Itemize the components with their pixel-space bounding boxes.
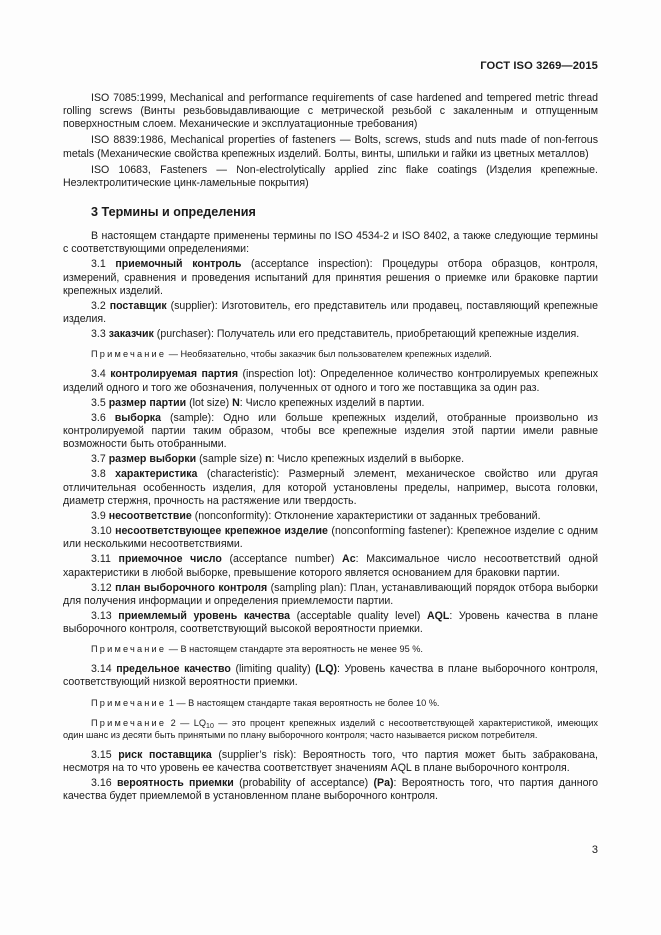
term-definition-tail: : Число крепежных изделий в выборке. bbox=[271, 453, 465, 466]
term-3-12 bbox=[63, 582, 598, 608]
term-number: 3.8 bbox=[91, 468, 106, 481]
term-symbol: Ac bbox=[342, 553, 356, 566]
reference-iso-10683: ISO 10683, Fasteners — Non-electrolytically applied zinc flake coatings (Изделия крепежные. Неэлектролитические цинк-ламельные покрытия) bbox=[63, 163, 598, 189]
term-3-11 bbox=[63, 553, 598, 579]
note-text: — В настоящем стандарте эта вероятность не менее 95 %. bbox=[166, 644, 423, 655]
term-definition: (characteristic): Размерный элемент, механическое свойство или другая отличительная особенность изделия, для которой установлены пределы, например, высота головки, диаметр стержня, прочность на растяжение или твердость. bbox=[63, 468, 599, 507]
page-number: 3 bbox=[591, 844, 598, 856]
term-number: 3.7 bbox=[91, 453, 106, 466]
term-number: 3.3 bbox=[91, 328, 106, 341]
term-symbol: (Pa) bbox=[373, 776, 394, 789]
term-name: риск поставщика bbox=[118, 748, 212, 761]
term-name: размер выборки bbox=[108, 453, 197, 466]
term-3-14 bbox=[63, 663, 598, 689]
reference-iso-8839: ISO 8839:1986, Mechanical properties of fasteners — Bolts, screws, studs and nuts made of non-ferrous metals (Механические свойства крепежных изделий. Болты, винты, шпильки и гайки из цветных металлов) bbox=[63, 134, 598, 160]
term-number: 3.14 bbox=[91, 663, 112, 676]
term-number: 3.2 bbox=[91, 299, 106, 312]
term-name: размер партии bbox=[108, 396, 187, 409]
term-3-7 bbox=[63, 453, 598, 466]
term-definition: (limiting quality) bbox=[230, 663, 316, 676]
term-number: 3.5 bbox=[91, 396, 106, 409]
term-name: характеристика bbox=[115, 468, 198, 481]
term-name: предельное качество bbox=[116, 663, 231, 676]
note-3-14-2 bbox=[63, 717, 598, 741]
term-definition: (supplier): Изготовитель, его представитель или продавец, поставляющий крепежные изделия. bbox=[63, 299, 598, 326]
term-definition: (acceptance inspection): Процедуры отбора образцов, контроля, измерений, сравнения и проведения испытаний для принятия решения о приемке или браковке партии крепежных изделий. bbox=[63, 258, 598, 297]
term-definition-tail: : Уровень качества в плане выборочного контроля, соответствующий высокой вероятности приемки. bbox=[63, 610, 598, 636]
term-number: 3.6 bbox=[91, 411, 106, 424]
term-number: 3.4 bbox=[91, 368, 106, 381]
note-label: Примечание bbox=[91, 644, 167, 655]
term-3-4 bbox=[63, 368, 598, 394]
note-subscript: 10 bbox=[206, 722, 214, 730]
term-number: 3.10 bbox=[91, 525, 112, 538]
section-intro: В настоящем стандарте применены термины по ISO 4534-2 и ISO 8402, а также следующие термины с соответствующими определениями: bbox=[63, 230, 598, 256]
note-text: — Необязательно, чтобы заказчик был пользователем крепежных изделий. bbox=[166, 349, 492, 360]
term-number: 3.11 bbox=[91, 553, 111, 566]
term-name: приемочное число bbox=[118, 553, 222, 566]
note-3-13 bbox=[63, 643, 598, 655]
term-3-13 bbox=[63, 610, 598, 636]
term-symbol: n bbox=[265, 453, 272, 466]
note-text: — это процент крепежных изделий с несоответствующей характеристикой, имеющих один шанс из десяти быть принятыми по плану выборочного контроля; часто называется риском потребителя. bbox=[63, 717, 598, 740]
note-3-14-1 bbox=[63, 697, 598, 709]
term-definition-tail: : Вероятность того, что партия данного качества будет приемлемой в установленном плане выборочного контроля. bbox=[63, 776, 598, 803]
term-3-10 bbox=[63, 525, 598, 551]
term-name: план выборочного контроля bbox=[115, 581, 268, 594]
term-definition: (lot size) bbox=[186, 396, 233, 409]
term-name: несоответствие bbox=[108, 509, 192, 522]
term-number: 3.15 bbox=[91, 748, 112, 761]
term-number: 3.9 bbox=[91, 509, 106, 522]
term-name: приемлемый уровень качества bbox=[118, 610, 291, 622]
term-definition: (probability of acceptance) bbox=[233, 776, 374, 789]
term-name: приемочный контроль bbox=[115, 258, 242, 271]
term-name: вероятность приемки bbox=[116, 776, 234, 789]
document-code-header: ГОСТ ISO 3269—2015 bbox=[480, 60, 598, 72]
term-name: выборка bbox=[114, 411, 161, 424]
term-definition: (acceptance number) bbox=[221, 553, 343, 566]
term-definition: (acceptable quality level) bbox=[290, 610, 427, 622]
term-definition: (sample size) bbox=[196, 453, 266, 466]
term-3-8 bbox=[63, 468, 598, 507]
term-name: несоответствующее крепежное изделие bbox=[115, 525, 328, 538]
note-prefix: 2 — LQ bbox=[166, 717, 207, 728]
note-label: Примечание bbox=[91, 717, 167, 728]
note-text: 1 — В настоящем стандарте такая вероятность не более 10 %. bbox=[166, 697, 440, 708]
term-number: 3.13 bbox=[91, 610, 112, 622]
term-name: заказчик bbox=[108, 328, 154, 341]
term-symbol: AQL bbox=[426, 610, 450, 622]
note-3-3 bbox=[63, 348, 598, 360]
term-number: 3.16 bbox=[91, 776, 112, 789]
term-name: контролируемая партия bbox=[110, 368, 239, 381]
term-3-2 bbox=[63, 300, 598, 326]
term-3-1 bbox=[63, 258, 598, 297]
term-definition: (supplier’s risk): Вероятность того, что партия может быть забракована, несмотря на то что уровень ее качества соответствует значениям AQL в плане выборочного контроля. bbox=[63, 748, 599, 774]
term-3-6 bbox=[63, 412, 598, 451]
term-definition: (nonconforming fastener): Крепежное изделие с одним или несколькими несоответствиями. bbox=[63, 525, 598, 551]
term-3-15 bbox=[63, 749, 598, 775]
note-label: Примечание bbox=[91, 349, 167, 360]
term-number: 3.1 bbox=[91, 258, 106, 271]
term-name: поставщик bbox=[109, 299, 167, 312]
term-definition: (sample): Одно или больше крепежных изделий, отобранные произвольно из контролируемой партии таким образом, чтобы все крепежные изделия этой партии имели равные возможности быть отобранными. bbox=[63, 411, 598, 451]
term-definition-tail: : Максимальное число несоответствий одной характеристики в любой выборке, превышение которого является основанием для браковки партии. bbox=[63, 553, 598, 579]
term-definition-tail: : Уровень качества в плане выборочного контроля, соответствующий низкой вероятности приемки. bbox=[63, 663, 599, 689]
term-definition-tail: : Число крепежных изделий в партии. bbox=[239, 396, 425, 409]
term-definition: (nonconformity): Отклонение характеристики от заданных требований. bbox=[191, 509, 541, 522]
note-label: Примечание bbox=[91, 697, 167, 708]
term-definition: (sampling plan): План, устанавливающий порядок отбора выборки для получения информации и определения приемлемости партии. bbox=[63, 581, 598, 607]
term-symbol: N bbox=[232, 396, 240, 409]
term-definition: (purchaser): Получатель или его представитель, приобретающий крепежные изделия. bbox=[153, 328, 580, 341]
document-body bbox=[63, 92, 598, 803]
term-symbol: (LQ) bbox=[315, 663, 337, 676]
reference-iso-7085: ISO 7085:1999, Mechanical and performance requirements of case hardened and tempered metric thread rolling screws (Винты резьбовыдавливающие с метрической резьбой с закаленным и отпущенным поверхностным слоем. Механические и эксплуатационные требования) bbox=[63, 92, 598, 131]
term-definition: (inspection lot): Определенное количество контролируемых крепежных изделий одного и того же обозначения, полученных от одного и того же поставщика за один раз. bbox=[63, 368, 599, 394]
section-title: 3 Термины и определения bbox=[91, 205, 256, 220]
term-3-5 bbox=[63, 397, 598, 410]
term-number: 3.12 bbox=[91, 581, 112, 594]
term-3-16 bbox=[63, 777, 598, 803]
term-3-3 bbox=[63, 328, 598, 341]
term-3-9 bbox=[63, 510, 598, 523]
